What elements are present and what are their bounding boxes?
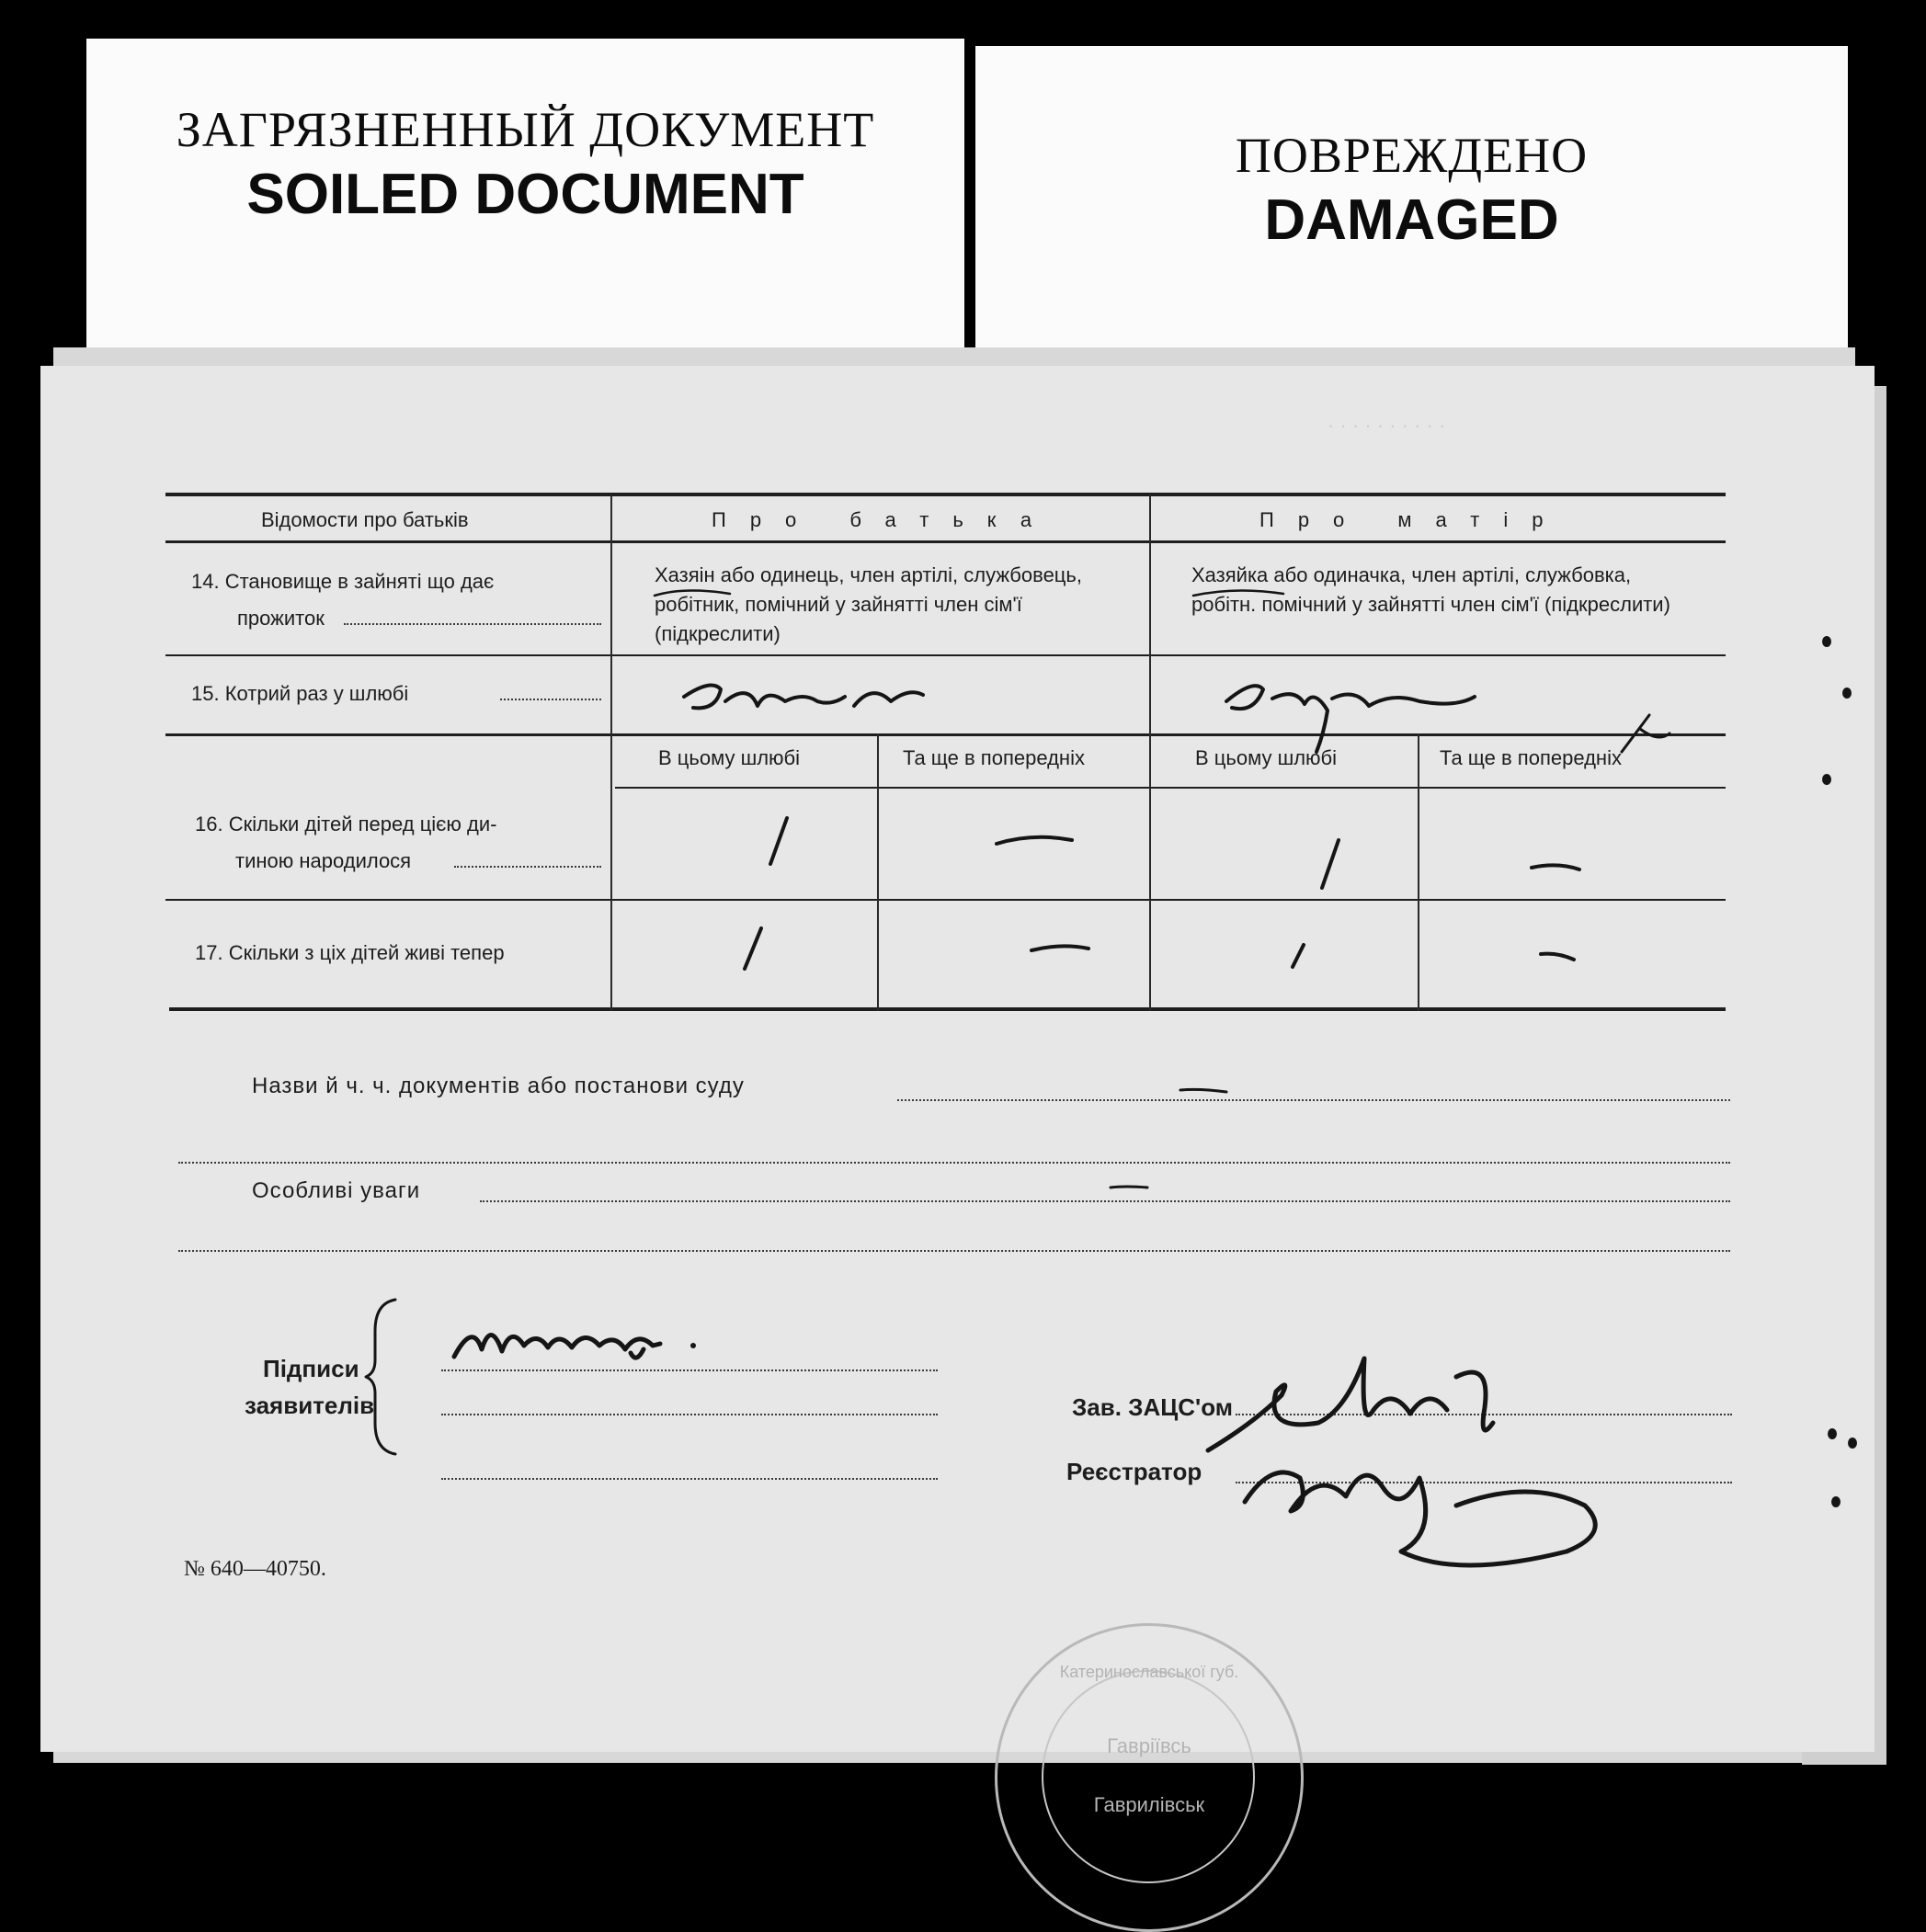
notes-field-line2 bbox=[178, 1250, 1730, 1252]
father-previous-header: Та ще в попередніх bbox=[903, 746, 1085, 769]
stamp-text-line1: Гавріївсь bbox=[1107, 1734, 1191, 1757]
stamp-ring-text: Катеринославської губ. bbox=[1059, 1663, 1239, 1681]
documents-label: Назви й ч. ч. документів або постанови суду bbox=[252, 1074, 745, 1098]
applicant-signature bbox=[436, 1303, 730, 1377]
header-label: Відомости про батьків bbox=[261, 508, 469, 531]
stamp-text-line2: Гаврилівськ bbox=[1093, 1793, 1205, 1816]
registrar-label: Реєстратор bbox=[1066, 1458, 1202, 1485]
signature-line-3 bbox=[441, 1478, 938, 1480]
binding-hole bbox=[1822, 774, 1831, 785]
stamp-inner-ring bbox=[1042, 1670, 1255, 1883]
row17-label: 17. Скільки з ціх дітей живі тепер bbox=[195, 941, 505, 964]
row16-label-line2: тиною народилося bbox=[235, 849, 412, 872]
official-signatures bbox=[1180, 1322, 1695, 1597]
head-of-registry-label: Зав. ЗАЦС'ом bbox=[1072, 1393, 1233, 1421]
mother-previous-header: Та ще в попередніх bbox=[1440, 746, 1622, 769]
mother-this-marriage-header: В цьому шлюбі bbox=[1195, 746, 1338, 769]
header-mother: Про матір bbox=[1259, 508, 1567, 531]
documents-field-line2 bbox=[178, 1162, 1730, 1164]
binding-hole bbox=[1848, 1438, 1857, 1449]
row14-father-options: Хазяін або одинець, член артілі, службовець, робітник, помічний у зайнятті член сім'ї (підкреслити) bbox=[655, 563, 1082, 645]
row14-label-line1: 14. Становище в зайняті що дає bbox=[191, 570, 495, 593]
header-father: Про батька bbox=[712, 508, 1056, 531]
damaged-label-en: DAMAGED bbox=[1264, 188, 1559, 252]
row15-label: 15. Котрий раз у шлюбі bbox=[191, 682, 409, 705]
father-this-marriage-header: В цьому шлюбі bbox=[658, 746, 801, 769]
form-number: № 640—40750. bbox=[184, 1557, 326, 1581]
soiled-label-ru: ЗАГРЯЗНЕННЫЙ ДОКУМЕНТ bbox=[176, 102, 875, 157]
signatures-label-line1: Підписи bbox=[263, 1355, 359, 1382]
row14-mother-options: Хазяйка або одиначка, член артілі, службовка, робітн. помічний у зайнятті член сім'ї (підкреслити) bbox=[1191, 563, 1670, 616]
binding-hole bbox=[1831, 1496, 1841, 1507]
binding-hole bbox=[1822, 636, 1831, 647]
damaged-document-flag bbox=[975, 46, 1848, 368]
signature-line-2 bbox=[441, 1414, 938, 1415]
official-stamp bbox=[995, 1623, 1304, 1932]
soiled-document-flag bbox=[86, 39, 964, 369]
signatures-label-line2: заявителів bbox=[245, 1392, 375, 1419]
document-page bbox=[40, 366, 1875, 1816]
row14-label-line2: прожиток bbox=[237, 607, 325, 630]
soiled-label-en: SOILED DOCUMENT bbox=[246, 163, 804, 226]
signatures-brace bbox=[364, 1294, 401, 1460]
binding-hole bbox=[1842, 688, 1852, 699]
notes-field-line1 bbox=[480, 1200, 1730, 1202]
documents-field-line1 bbox=[897, 1099, 1730, 1101]
row16-label-line1: 16. Скільки дітей перед цією ди- bbox=[195, 813, 497, 835]
damaged-label-ru: ПОВРЕЖДЕНО bbox=[1235, 128, 1589, 183]
notes-label: Особливі уваги bbox=[252, 1178, 421, 1203]
show-through-text: · · · · · · · · · · bbox=[1328, 414, 1446, 437]
binding-hole bbox=[1828, 1428, 1837, 1439]
